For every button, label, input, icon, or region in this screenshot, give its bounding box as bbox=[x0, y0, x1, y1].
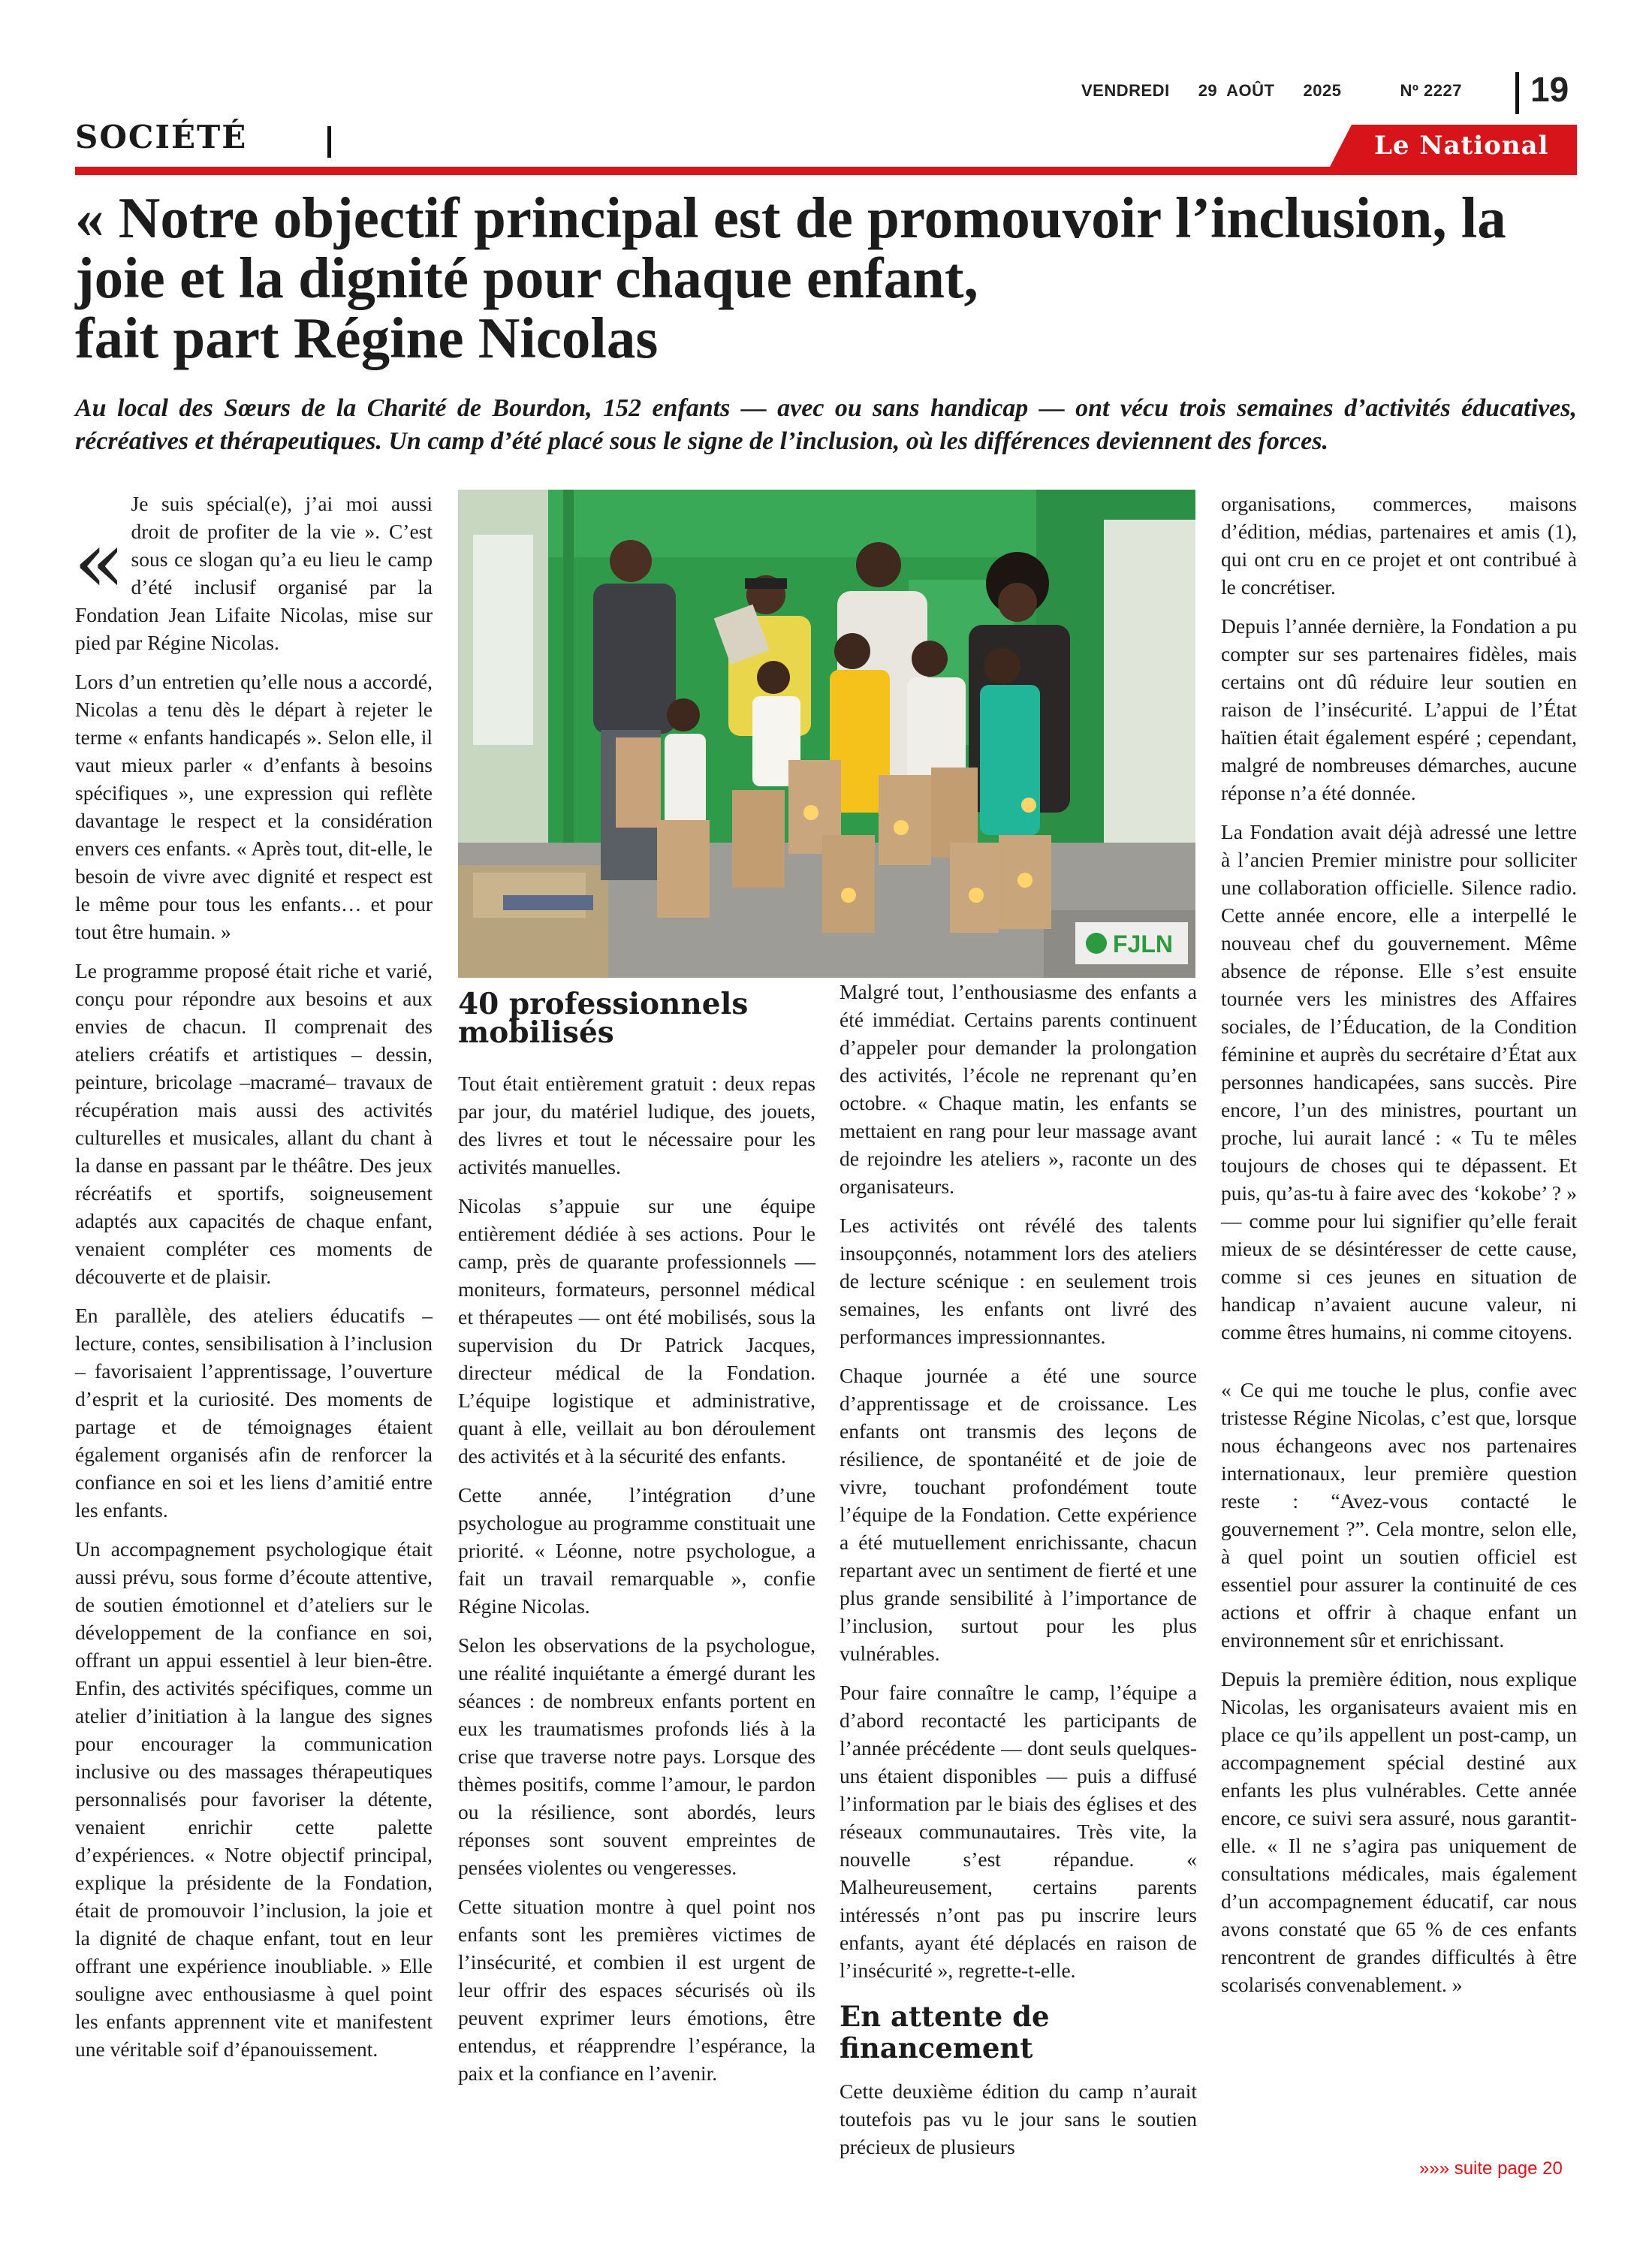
paragraph: En parallèle, des ateliers éducatifs – lecture, contes, sensibilisation à l’inclusion – favorisaient l’apprentissage, l’ouverture d’esprit et la curiosité. Des moments de partage et de témoignages étaient également organisés afin de renforcer la confiance en soi et les liens d’amitié entre les enfants. bbox=[75, 1304, 433, 1522]
drop-quote-mark: « bbox=[74, 514, 125, 611]
subheading: 40 professionnels mobilisés bbox=[458, 987, 749, 1050]
issue-year: 2025 bbox=[1303, 81, 1342, 100]
headline-line: joie et la dignité pour chaque enfant, bbox=[75, 246, 978, 310]
paragraph: Cette deuxième édition du camp n’aurait toutefois pas vu le jour sans le soutien précieux de plusieurs bbox=[840, 2080, 1197, 2158]
paragraph: Cette situation montre à quel point nos enfants sont les premières victimes de l’insécurité, et combien il est urgent de leur offrir des espaces sécurisés où ils peuvent exprimer leurs émotions, être entendus, et réapprendre l’espérance, la paix et la confiance en l’avenir. bbox=[458, 1895, 815, 2085]
paragraph: « Ce qui me touche le plus, confie avec tristesse Régine Nicolas, c’est que, lorsque nous échangeons avec nos partenaires internationaux, leur première question reste : “Avez-vous contacté le gouvernement ?”. Cela montre, selon elle, à quel point un soutien officiel est essentiel pour assurer la continuité de ces actions et offrir à chaque enfant un environnement sûr et enrichissant. bbox=[1221, 1378, 1577, 1651]
headline-line: « Notre objectif principal est de promouvoir l’inclusion, la bbox=[75, 185, 1506, 250]
column-1 bbox=[75, 490, 433, 2074]
fjln-logo-mark bbox=[1075, 922, 1188, 964]
paragraph: Nicolas s’appuie sur une équipe entièrement dédiée à ses actions. Pour le camp, près de quarante professionnels — moniteurs, formateurs, personnel médical et thérapeutes — ont été mobilisés, sous la supervision du Dr Patrick Jacques, directeur médical de la Fondation. L’équipe logistique et administrative, quant à elle, veillait au bon déroulement des activités et à la sécurité des enfants. bbox=[458, 1194, 815, 1467]
fjln-logo bbox=[1075, 922, 1188, 964]
fjln-logo-text: FJLN bbox=[1113, 930, 1173, 958]
headline bbox=[75, 185, 1592, 370]
issue-number: Nº 2227 bbox=[1400, 81, 1462, 100]
paragraph: Un accompagnement psychologique était aussi prévu, sous forme d’écoute attentive, de soutien émotionnel et d’ateliers sur le développement de la confiance en soi, offrant un appui essentiel à leur bien-être. Enfin, des activités spécifiques, comme un atelier d’initiation à la langue des signes pour encourager la communication inclusive ou des massages thérapeutiques personnalisés pour favoriser la détente, venaient enrichir cette palette d’expériences. « Notre objectif principal, explique la présidente de la Fondation, était de promouvoir l’inclusion, la joie et la dignité de chaque enfant, tout en leur offrant une expérience inoubliable. » Elle souligne avec enthousiasme à quel point les enfants apprennent vite et manifestent une véritable soif d’épanouissement. bbox=[75, 1537, 433, 2061]
section-title: SOCIÉTÉ bbox=[75, 119, 248, 155]
column-2 bbox=[458, 987, 815, 2098]
group-photo-illustration bbox=[458, 490, 1195, 978]
paragraph: organisations, commerces, maisons d’édition, médias, partenaires et amis (1), qui ont cru en ce projet et ont contribué à le concrétiser. bbox=[1221, 492, 1577, 599]
paragraph: Pour faire connaître le camp, l’équipe a d’abord recontacté les participants de l’année précédente — dont seuls quelques-uns étaient disponibles — puis a diffusé l’information par le biais des églises et des réseaux communautaires. Très vite, la nouvelle s’est répandue. « Malheureusement, certains parents intéressés n’ont pas pu inscrire leurs enfants, ayant été déplacés en raison de l’insécurité », regrette-t-elle. bbox=[840, 1681, 1197, 1982]
article-photo bbox=[458, 490, 1195, 978]
paragraph: Selon les observations de la psychologue, une réalité inquiétante a émergé durant les séances : de nombreux enfants portent en eux les traumatismes profonds liés à la crise que traverse notre pays. Lorsque des thèmes positifs, comme l’amour, le pardon ou la résilience, sont abordés, leurs réponses sont souvent empreintes de pensées violentes ou vengeresses. bbox=[458, 1633, 815, 1879]
issue-month: AOÛT bbox=[1226, 81, 1275, 100]
page-number: 19 bbox=[1530, 70, 1569, 109]
continued-link[interactable]: »»» suite page 20 bbox=[1419, 2158, 1563, 2179]
paragraph: La Fondation avait déjà adressé une lettre à l’ancien Premier ministre pour solliciter une collaboration officielle. Silence radio. Cette année encore, elle a interpellé le nouveau chef du gouvernement. Même absence de réponse. Elle s’est ensuite tournée vers les ministres des Affaires sociales, de l’Éducation, de la Condition féminine et auprès du secrétaire d’État aux personnes handicapées, sans succès. Pire encore, l’un des ministres, pourtant un proche, lui aurait lancé : « Tu te mêles toujours de choses qui te dépassent. Et puis, qu’as-tu à faire avec des ‘kokobe’ ? » — comme pour lui signifier qu’elle ferait mieux de se désintéresser de cette cause, comme si ces jeunes en situation de handicap n’avaient aucune valeur, ni comme êtres humains, ni comme citoyens. bbox=[1221, 820, 1577, 1344]
paragraph: Lors d’un entretien qu’elle nous a accordé, Nicolas a tenu dès le départ à rejeter le terme « enfants handicapés ». Selon elle, il vaut mieux parler « d’enfants à besoins spécifiques », une expression qui reflète davantage le respect et la considération envers ces enfants. « Après tout, dit-elle, le besoin de vivre avec dignité et respect est le même pour tous les enfants… et pour tout être humain. » bbox=[75, 670, 433, 943]
page-number-divider bbox=[1515, 72, 1519, 114]
paragraph: Les activités ont révélé des talents insoupçonnés, notamment lors des ateliers de lecture scénique : en seulement trois semaines, les enfants ont livré des performances impressionnantes. bbox=[840, 1214, 1197, 1348]
section-divider bbox=[327, 126, 331, 158]
subheading: En attente de financement bbox=[840, 2000, 1050, 2064]
column-3 bbox=[840, 978, 1197, 2172]
issue-date: 29 bbox=[1198, 81, 1218, 100]
paragraph: Malgré tout, l’enthousiasme des enfants a été immédiat. Certains parents continuent d’appeler pour demander la prolongation des activités, l’école ne reprenant qu’en octobre. « Chaque matin, les enfants se mettaient en rang pour leur massage avant de rejoindre les ateliers », raconte un des organisateurs. bbox=[840, 980, 1197, 1198]
paragraph: Cette année, l’intégration d’une psychologue au programme constituait une priorité. « Léonne, notre psychologue, a fait un travail remarquable », confie Régine Nicolas. bbox=[458, 1483, 815, 1618]
column-4 bbox=[1221, 490, 1577, 2010]
issue-info bbox=[1081, 81, 1462, 101]
brand-name: Le National bbox=[1374, 131, 1549, 161]
paragraph: Chaque journée a été une source d’apprentissage et de croissance. Les enfants ont transmis des leçons de résilience, de spontanéité et de joie de vivre, touchant profondément toute l’équipe de la Fondation. Cette expérience a été mutuellement enrichissante, chacun repartant avec un sentiment de fierté et une plus grande sensibilité à l’importance de l’inclusion, surtout pour les plus vulnérables. bbox=[840, 1364, 1197, 1665]
paragraph: Le programme proposé était riche et varié, conçu pour répondre aux besoins et aux envies de chacun. Il comprenait des ateliers créatifs et artistiques – dessin, peinture, bricolage –macramé– travaux de récupération mais aussi des activités culturelles et musicales, allant du chant à la danse en passant par le théâtre. Des jeux récréatifs et sportifs, soigneusement adaptés aux capacités de chaque enfant, venaient compléter ces moments de découverte et de plaisir. bbox=[75, 959, 433, 1288]
paragraph: Tout était entièrement gratuit : deux repas par jour, du matériel ludique, des jouets, des livres et tout le nécessaire pour les activités manuelles. bbox=[458, 1072, 815, 1178]
issue-day: VENDREDI bbox=[1081, 81, 1170, 100]
headline-line: fait part Régine Nicolas bbox=[75, 306, 659, 370]
standfirst: Au local des Sœurs de la Charité de Bourdon, 152 enfants — avec ou sans handicap — ont vécu trois semaines d’activités éducatives, récréatives et thérapeutiques. Un camp d’été placé sous le signe de l’inclusion, où les différences deviennent des forces. bbox=[75, 394, 1577, 455]
paragraph: Depuis l’année dernière, la Fondation a pu compter sur ses partenaires fidèles, mais certains ont dû réduire leur soutien en raison de l’insécurité. L’appui de l’État haïtien était également espéré ; cependant, malgré de nombreuses démarches, aucune réponse n’a été donnée. bbox=[1221, 614, 1577, 804]
paragraph: Je suis spécial(e), j’ai moi aussi droit de profiter de la vie ». C’est sous ce slogan qu’a eu lieu le camp d’été inclusif organisé par la Fondation Jean Lifaite Nicolas, mise sur pied par Régine Nicolas. bbox=[75, 492, 433, 654]
header-rule bbox=[75, 167, 1577, 175]
paragraph: Depuis la première édition, nous explique Nicolas, les organisateurs avaient mis en place ce qu’ils appellent un post-camp, un accompagnement spécial destiné aux enfants les plus vulnérables. Cette année encore, ce suivi sera assuré, nous garantit-elle. « Il ne s’agira pas uniquement de consultations médicales, mais également d’un accompagnement éducatif, car nous avons constaté que 65 % de ces enfants rencontrent de grandes difficultés à être scolarisés convenablement. » bbox=[1221, 1667, 1577, 1996]
